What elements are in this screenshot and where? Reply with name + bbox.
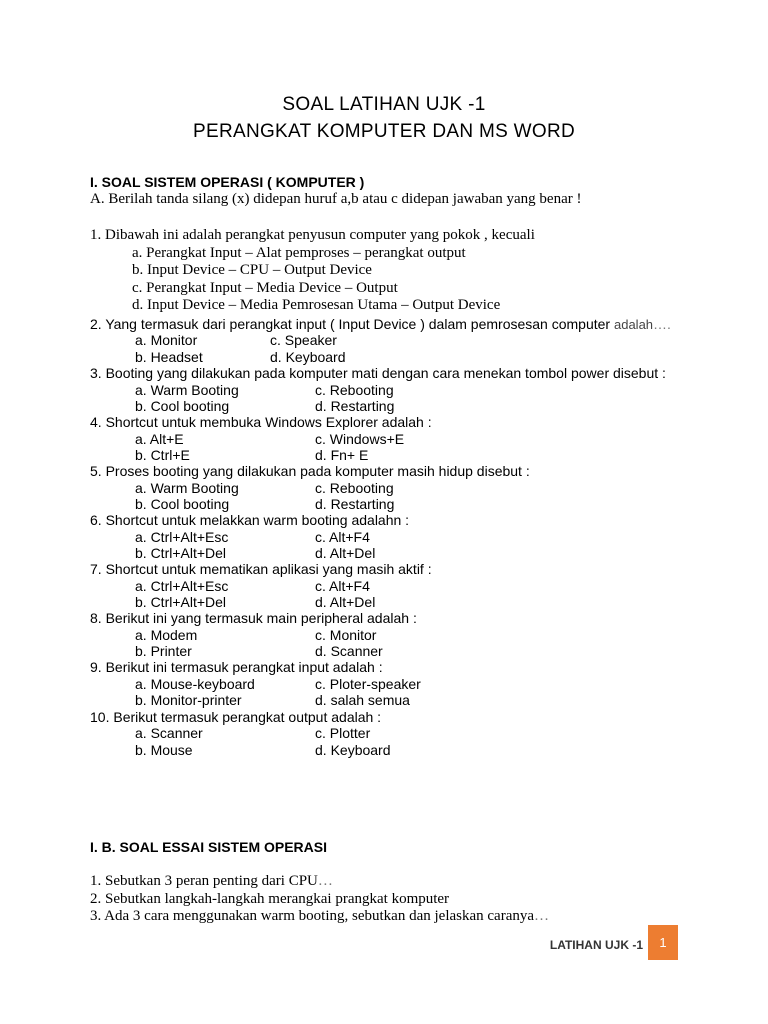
option-b: b. Mouse [135, 742, 193, 758]
option-c: c. Windows+E [315, 431, 405, 447]
essay-item-1: 1. Sebutkan 3 peran penting dari CPU… [90, 873, 333, 889]
option-d: d. Input Device – Media Pemrosesan Utama – Output Device [132, 297, 501, 313]
section1-heading: I. SOAL SISTEM OPERASI ( KOMPUTER ) [90, 174, 365, 190]
option-d: d. salah semua [315, 692, 410, 708]
option-c: c. Rebooting [315, 382, 394, 398]
option-a: a. Ctrl+Alt+Esc [135, 529, 229, 545]
option-a: a. Monitor [135, 332, 198, 348]
question-text: 5. Proses booting yang dilakukan pada komputer masih hidup disebut : [90, 463, 530, 479]
option-c: c. Perangkat Input – Media Device – Output [132, 280, 398, 296]
option-a: a. Modem [135, 627, 198, 643]
option-d: d. Fn+ E [315, 447, 369, 463]
option-c: c. Rebooting [315, 480, 394, 496]
option-b: b. Cool booting [135, 398, 230, 414]
essay-item-2: 2. Sebutkan langkah-langkah merangkai prangkat komputer [90, 891, 450, 907]
option-b: b. Ctrl+Alt+Del [135, 594, 227, 610]
option-c: c. Speaker [270, 332, 337, 348]
option-a: a. Scanner [135, 725, 203, 741]
option-b: b. Monitor-printer [135, 692, 242, 708]
option-c: c. Monitor [315, 627, 377, 643]
question-text: 8. Berikut ini yang termasuk main peripheral adalah : [90, 610, 417, 626]
section2-heading: I. B. SOAL ESSAI SISTEM OPERASI [90, 839, 328, 855]
page-number-badge: 1 [648, 925, 678, 960]
option-a: a. Warm Booting [135, 480, 239, 496]
option-d: d. Alt+Del [315, 594, 376, 610]
option-d: d. Scanner [315, 643, 383, 659]
section1-instruction: A. Berilah tanda silang (x) didepan huruf a,b atau c didepan jawaban yang benar ! [90, 191, 582, 207]
question-text: 7. Shortcut untuk mematikan aplikasi yang masih aktif : [90, 561, 432, 577]
option-a: a. Ctrl+Alt+Esc [135, 578, 229, 594]
option-b: b. Cool booting [135, 496, 230, 512]
option-d: d. Restarting [315, 496, 395, 512]
option-b: b. Ctrl+Alt+Del [135, 545, 227, 561]
footer-label: LATIHAN UJK -1 [549, 938, 643, 952]
option-c: c. Plotter [315, 725, 371, 741]
option-a: a. Warm Booting [135, 382, 239, 398]
question-text: 3. Booting yang dilakukan pada komputer mati dengan cara menekan tombol power disebut : [90, 365, 666, 381]
question-text: 4. Shortcut untuk membuka Windows Explorer adalah : [90, 414, 432, 430]
option-b: b. Headset [135, 349, 203, 365]
option-a: a. Alt+E [135, 431, 184, 447]
option-c: c. Alt+F4 [315, 578, 370, 594]
option-d: d. Restarting [315, 398, 395, 414]
essay-item-3: 3. Ada 3 cara menggunakan warm booting, sebutkan dan jelaskan caranya… [90, 908, 550, 924]
option-b: b. Printer [135, 643, 192, 659]
page-title-line1: SOAL LATIHAN UJK -1 [282, 94, 486, 115]
question-text: 9. Berikut ini termasuk perangkat input adalah : [90, 659, 383, 675]
page-title-line2: PERANGKAT KOMPUTER DAN MS WORD [193, 121, 575, 142]
option-b: b. Ctrl+E [135, 447, 190, 463]
question-text: 6. Shortcut untuk melakkan warm booting adalahn : [90, 512, 410, 528]
option-b: b. Input Device – CPU – Output Device [132, 262, 372, 278]
option-a: a. Perangkat Input – Alat pemproses – perangkat output [132, 245, 466, 261]
question-text: 10. Berikut termasuk perangkat output adalah : [90, 709, 382, 725]
option-c: c. Alt+F4 [315, 529, 370, 545]
option-d: d. Keyboard [270, 349, 346, 365]
option-a: a. Mouse-keyboard [135, 676, 255, 692]
question-text: 1. Dibawah ini adalah perangkat penyusun computer yang pokok , kecuali [90, 227, 535, 243]
option-c: c. Ploter-speaker [315, 676, 421, 692]
option-d: d. Alt+Del [315, 545, 376, 561]
option-d: d. Keyboard [315, 742, 391, 758]
question-text: 2. Yang termasuk dari perangkat input ( Input Device ) dalam pemrosesan computer adalah…. [90, 316, 671, 332]
